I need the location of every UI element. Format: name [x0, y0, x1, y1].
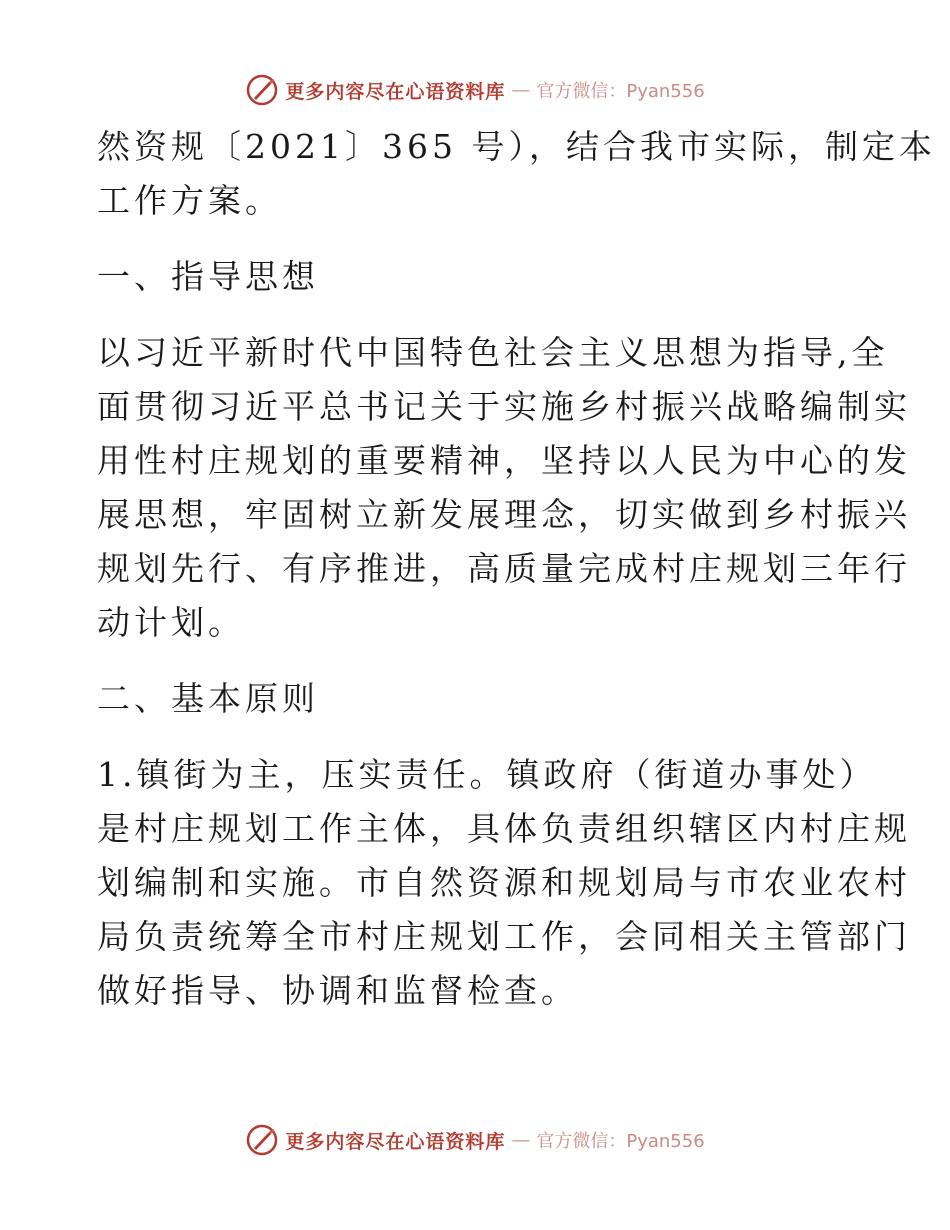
paragraph-guiding-ideology — [97, 326, 911, 650]
text-line: 然资规〔2021〕365 号），结合我市实际，制定本 — [97, 127, 936, 166]
paragraph-principle-1 — [97, 748, 911, 1018]
quill-logo-icon — [245, 1123, 279, 1157]
watermark-text: 更多内容尽在心语资料库 — [285, 1130, 506, 1153]
watermark-contact: 官方微信：Pyan556 — [536, 81, 705, 102]
quill-logo-icon — [245, 73, 279, 107]
text-line: 动计划。 — [97, 603, 245, 642]
paragraph-intro-continuation — [97, 120, 936, 228]
text-line: 展思想，牢固树立新发展理念，切实做到乡村振兴 — [97, 495, 911, 534]
heading-line: 二、基本原则 — [97, 679, 319, 718]
text-line: 面贯彻习近平总书记关于实施乡村振兴战略编制实 — [97, 387, 911, 426]
watermark-contact: 官方微信：Pyan556 — [536, 1131, 705, 1152]
watermark-separator: — — [511, 79, 531, 101]
text-line: 用性村庄规划的重要精神，坚持以人民为中心的发 — [97, 441, 911, 480]
section-heading-basic-principles — [97, 672, 857, 726]
watermark-separator: — — [511, 1129, 531, 1151]
watermark-text: 更多内容尽在心语资料库 — [285, 80, 506, 103]
heading-line: 一、指导思想 — [97, 257, 319, 296]
watermark-footer — [0, 1120, 950, 1160]
watermark-header — [0, 70, 950, 110]
text-line: 1.镇街为主，压实责任。镇政府（街道办事处） — [97, 755, 877, 794]
text-line: 划编制和实施。市自然资源和规划局与市农业农村 — [97, 863, 911, 902]
text-line: 做好指导、协调和监督检查。 — [97, 971, 578, 1010]
text-line: 工作方案。 — [97, 181, 282, 220]
text-line: 规划先行、有序推进，高质量完成村庄规划三年行 — [97, 549, 911, 588]
text-line: 是村庄规划工作主体，具体负责组织辖区内村庄规 — [97, 809, 911, 848]
section-heading-guiding-ideology — [97, 250, 857, 304]
document-body — [97, 120, 936, 1018]
text-line: 局负责统筹全市村庄规划工作，会同相关主管部门 — [97, 917, 911, 956]
text-line: 以习近平新时代中国特色社会主义思想为指导,全 — [97, 333, 889, 372]
